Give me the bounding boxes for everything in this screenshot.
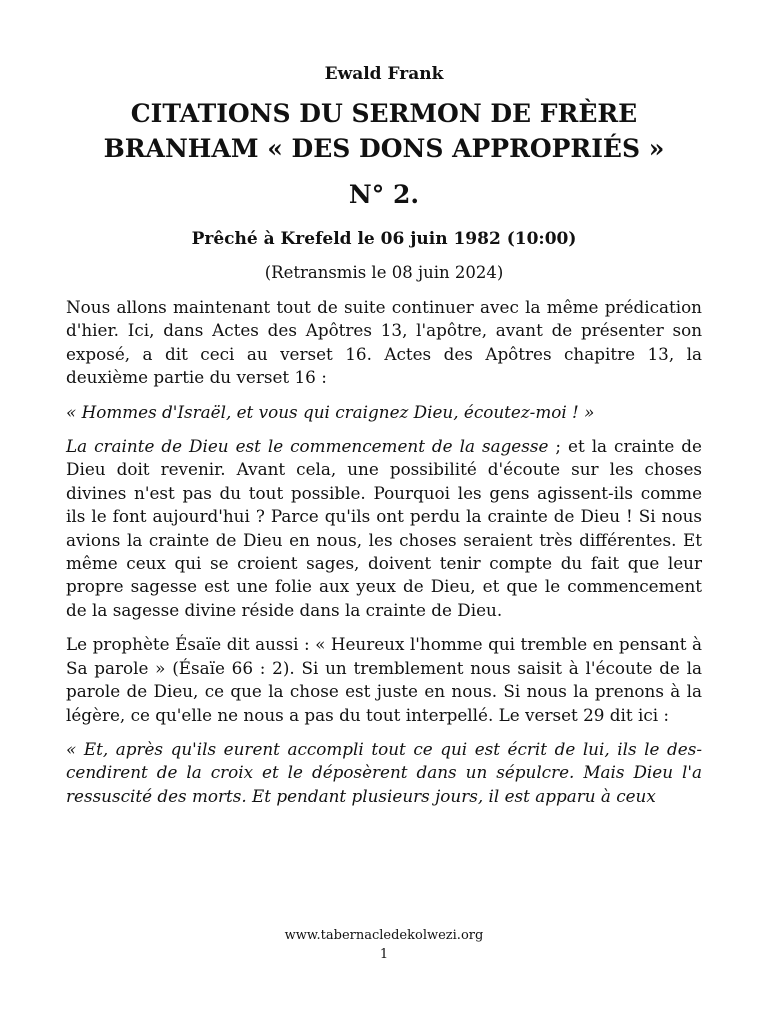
title-line-2: BRANHAM « DES DONS APPROPRIÉS »: [103, 134, 665, 163]
issue-number: N° 2.: [348, 180, 420, 209]
preached-date: Prêché à Krefeld le 06 juin 1982 (10:00): [191, 229, 577, 249]
rebroadcast-date: (Retransmis le 08 juin 2024): [264, 263, 504, 282]
page-footer: [0, 926, 768, 964]
scripture-quote-2: [66, 738, 702, 808]
footer-website: www.tabernacledekolwezi.org: [284, 928, 484, 943]
paragraph-2-text: ; et la crainte de Dieu doit revenir. Avant cela, une possibilité d'écoute sur les choses divines n'est pas du tout possible. Pourquoi les gens agissent-ils comme ils le font aujourd'hui ? Parce qu'ils ont perdu la crainte de Dieu ! Si nous avions la crainte de Dieu en nous, les choses seraient très différentes. Et même ceux qui se croient sages, doivent tenir compte du fait que leur propre sagesse est une folie aux yeux de Dieu, et que le commencement de la sagesse divine réside dans la crainte de Dieu.: [66, 436, 702, 620]
paragraph-2: [66, 435, 702, 622]
paragraph-1: Nous allons maintenant tout de suite continuer avec la même prédication d'hier. Ici, dans Actes des Apôtres 13, l'apôtre, avant de présenter son exposé, a dit ceci au verset 16. Actes des Apôtres chapitre 13, la deuxième partie du verset 16 :: [66, 297, 702, 388]
sermon-body: [66, 296, 702, 819]
scripture-quote-1: [66, 401, 702, 424]
quote-text: « Hommes d'Israël, et vous qui craignez Dieu, écoutez-moi ! »: [66, 401, 595, 422]
document-title: [66, 96, 702, 166]
author-name: Ewald Frank: [324, 64, 444, 84]
paragraph-2-italic: La crainte de Dieu est le commencement de la sagesse: [66, 436, 549, 457]
title-line-1: CITATIONS DU SERMON DE FRÈRE: [130, 99, 638, 128]
page-number: 1: [379, 947, 389, 962]
paragraph-3: Le prophète Ésaïe dit aussi : « Heureux l'homme qui tremble en pensant à Sa parole » (Ésaïe 66 : 2). Si un tremblement nous saisit à l'écoute de la parole de Dieu, ce que la chose est juste en nous. Si nous la prenons à la légère, ce qu'elle ne nous a pas du tout interpellé. Le verset 29 dit ici :: [66, 634, 702, 725]
quote-text: « Et, après qu'ils eurent accompli tout ce qui est écrit de lui, ils le descendirent de la croix et le déposèrent dans un sépulcre. Mais Dieu l'a ressuscité des morts. Et pendant plusieurs jours, il est apparu à ceux: [66, 738, 702, 806]
